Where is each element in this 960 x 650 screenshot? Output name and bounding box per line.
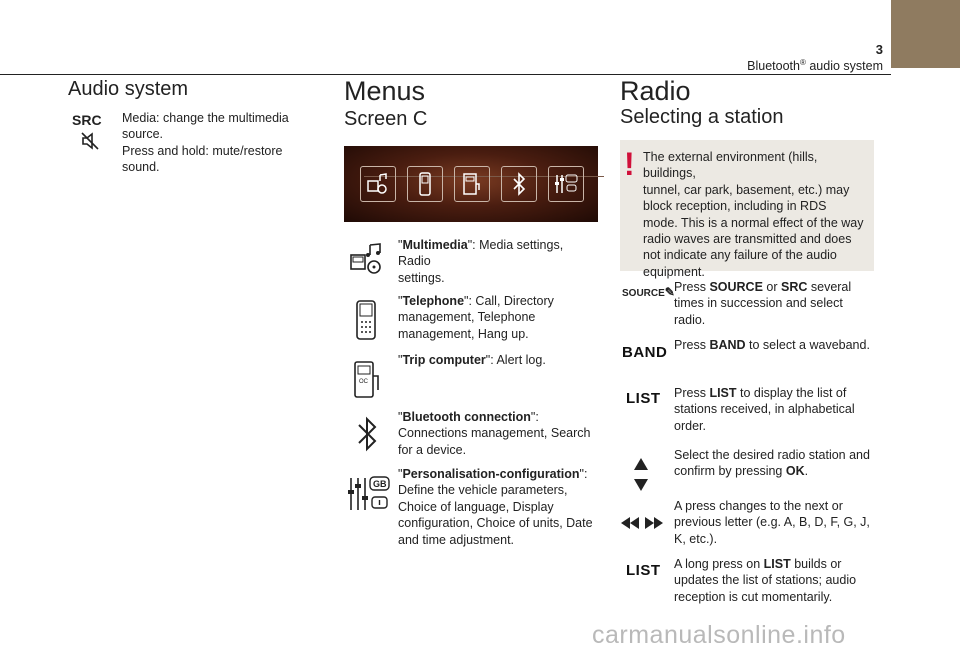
mute-icon xyxy=(80,131,100,156)
screen-c-subtitle: Screen C xyxy=(344,108,428,130)
menu-item-personalisation: "Personalisation-configuration": Define the vehicle parameters, Choice of language, Display configuration, Choice of units, Date and time adjustment. xyxy=(398,467,593,547)
multimedia-icon xyxy=(348,243,384,280)
svg-text:OC: OC xyxy=(359,379,368,385)
personalisation-icon xyxy=(346,474,392,519)
warning-text: The external environment (hills, buildings, tunnel, car park, basement, etc.) may block reception, including in RDS mode. This is a normal effect of the way radio waves are transmitted and does not indicate any failure of the audio equipment. xyxy=(643,150,864,279)
bluetooth-icon xyxy=(501,166,537,202)
menu-item-trip-computer: "Trip computer": Alert log. xyxy=(398,353,546,367)
multimedia-icon xyxy=(360,166,396,202)
warning-box xyxy=(620,140,874,279)
step-list: Press LIST to display the list of stations received, in alphabetical order. xyxy=(674,386,855,433)
personalisation-icon xyxy=(548,166,584,202)
source-button-label: SOURCE✎ xyxy=(622,285,675,299)
step-letter: A press changes to the next or previous letter (e.g. A, B, D, F, G, J, K, etc.). xyxy=(674,499,870,546)
trip-computer-icon xyxy=(454,166,490,202)
telephone-icon xyxy=(355,300,377,345)
warning-icon: ! xyxy=(624,146,635,182)
watermark: carmanualsonline.info xyxy=(592,621,846,649)
step-source: Press SOURCE or SRC several times in succession and select radio. xyxy=(674,280,852,327)
section-tab xyxy=(891,0,960,68)
screen-c-display xyxy=(344,146,598,222)
list-button-label: LIST xyxy=(626,390,661,407)
radio-title: Radio xyxy=(620,76,691,106)
step-long-press: A long press on LIST builds or updates the list of stations; audio reception is cut momentarily. xyxy=(674,557,857,604)
selecting-station-subtitle: Selecting a station xyxy=(620,106,784,128)
list-button-label: LIST xyxy=(626,562,661,579)
menus-title: Menus xyxy=(344,76,426,106)
audio-description: Media: change the multimedia source. Press and hold: mute/restore sound. xyxy=(122,111,289,175)
trip-computer-icon xyxy=(351,360,383,405)
telephone-icon xyxy=(407,166,443,202)
step-select: Select the desired radio station and confirm by pressing OK. xyxy=(674,448,870,479)
band-button-label: BAND xyxy=(622,344,668,361)
bluetooth-icon xyxy=(356,413,378,460)
menu-item-multimedia: "Multimedia": Media settings, Radio settings. xyxy=(398,238,564,285)
step-band: Press BAND to select a waveband. xyxy=(674,338,870,352)
menu-item-bluetooth: "Bluetooth connection": Connections management, Search for a device. xyxy=(398,410,591,457)
up-arrow-icon xyxy=(633,457,649,476)
svg-text:GB: GB xyxy=(373,479,387,489)
header-rule xyxy=(0,74,891,75)
down-arrow-icon xyxy=(633,478,649,497)
audio-system-title: Audio system xyxy=(68,78,189,100)
page-number: 3 xyxy=(875,42,883,57)
src-button-label: SRC xyxy=(72,112,102,128)
skip-arrows-icon xyxy=(620,516,664,535)
menu-item-telephone: "Telephone": Call, Directory management, Telephone management, Hang up. xyxy=(398,294,554,341)
running-header: Bluetooth® audio system xyxy=(747,58,883,74)
